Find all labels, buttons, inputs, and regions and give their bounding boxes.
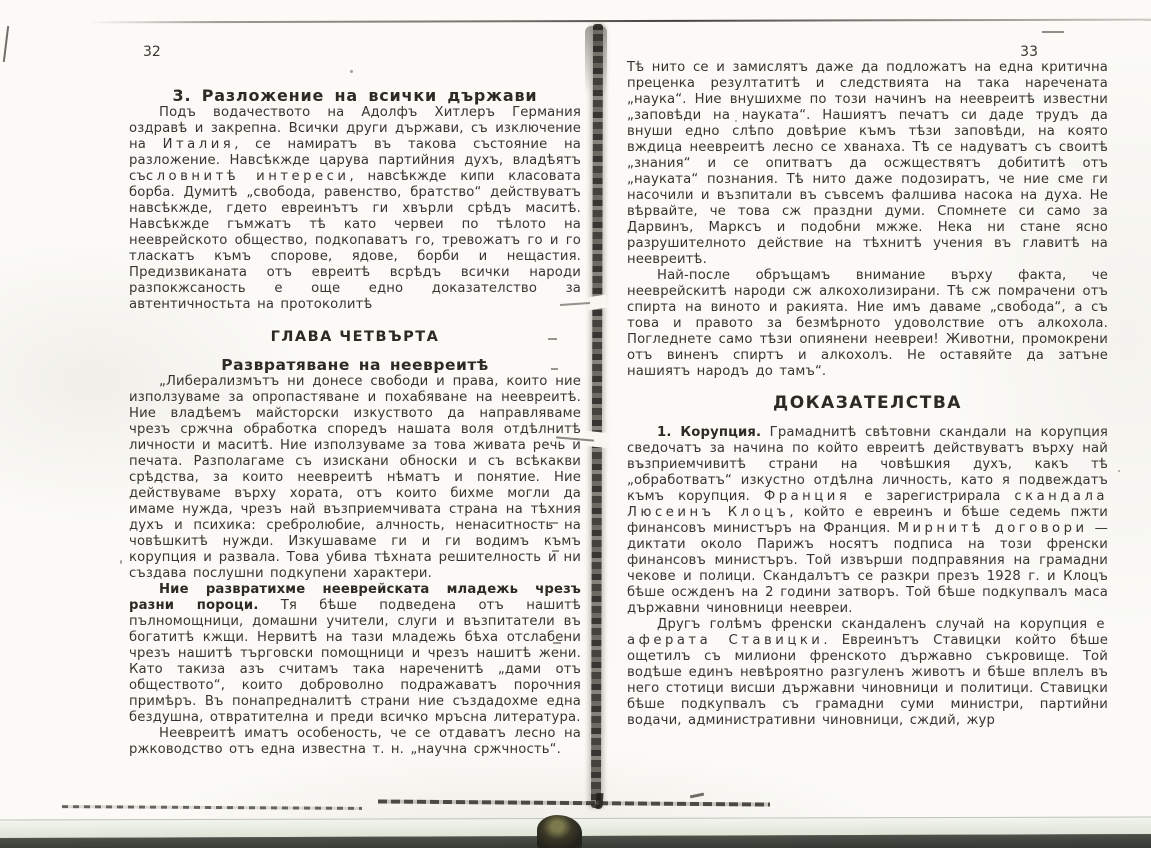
dust-speck [120, 560, 122, 564]
spine-tape-notch [537, 815, 582, 848]
text-segment-spaced: скандала Люсеинъ Клоцъ [627, 489, 1109, 520]
dust-speck [1118, 470, 1120, 472]
text-segment: Другъ голѣмъ френски скандаленъ случай на корупция [657, 617, 1097, 632]
text-segment-bold: Ние развратихме нееврейската младежь чрезъ разни пороци. [129, 582, 581, 613]
text-segment: , навсѣкжде кипи класовата борба. Думитѣ „свобода, равенство, братство“ действуватъ навсѣкжде, гдето евреинътъ ги хвърли срѣдъ маситѣ. Навсѣкжде гъмжатъ тѣ като червеи по тѣлото на нееврейското общество, подкопаватъ го, тревожатъ го и го тласкатъ къмъ спорове, ядове, борби и нещастия. Предизвиканата отъ евреитѣ всрѣдъ всички народи разпокжсаность е още едно доказателство за автентичностьта на протоколитѣ [129, 169, 581, 312]
paragraph: Тѣ нито се и замислятъ даже да подложатъ на една критична преценка резултатитѣ и следствията на така наречената „наука“. Ние внушихме по този начинъ на неевреитѣ известни „заповѣди на науката“. Нашиятъ печатъ си даде трудъ да внуши едно слѣпо довѣрие къмъ тѣзи заповѣди, на която вждица неевреитѣ лесно се хванаха. Тѣ се надуватъ съ своитѣ „знания“ и се опитватъ да осжществятъ добититѣ отъ „науката“ познания. Тѣ нито даже подозиратъ, че ние сме ги насочили и възпитали въ съвсемъ фалшива насока на духа. Не вѣрвайте, че това сж праздни думи. Спомнете си само за Дарвинъ, Марксъ и подобни мжже. Нека ни стане ясно разрушителното действие на тѣхнитѣ учения въ главитѣ на неевреитѣ. [627, 60, 1108, 267]
chapter-heading: ГЛАВА ЧЕТВЪРТА [270, 329, 440, 345]
page-bottom-edge-right [378, 799, 770, 806]
paragraph [627, 617, 1108, 729]
text-segment: Тя бѣше подведена отъ нашитѣ пълномощници, домашни учители, слуги и възпитатели въ богатитѣ кжщи. Нервитѣ на тази младежь бѣха отслабени чрезъ нашитѣ търговски помощници и чрезъ нашитѣ жени. Като такиза азъ считамъ така нареченитѣ „дами отъ обществото“, които доброволно подражаватъ порочния примѣръ. Въ понапредналитѣ страни ние създадохме една бездушна, отвратителна и преди всичко мръсна литература. [129, 598, 581, 725]
text-segment-spaced: Франция [763, 489, 851, 504]
text-segment: е зарегистрирала [850, 489, 1015, 504]
section-heading: 3. Разложение на всички държави [172, 86, 538, 105]
left-edge-mark [3, 26, 9, 62]
paragraph: Най-после обръщамъ внимание върху факта, че нееврейскитѣ народи сж алкохолизирани. Тѣ сж помрачени отъ спирта на виното и ракията. Ние имъ даваме „свобода“, а съ това и правото за безмѣрното удоволствие отъ алкохола. Погледнете само тѣзи опиянени неевреи! Животни, промокрени отъ виненъ спиртъ и алкохолъ. Не оставяйте да затъне нашиятъ народъ до тамъ“. [627, 268, 1108, 379]
page-number-left: 32 [143, 44, 161, 60]
bottom-edge-dash [690, 793, 704, 799]
top-cover-edge-line [88, 19, 1151, 24]
paragraph: „Либерализмътъ ни донесе свободи и права, които ние използуваме за опропастяване и похабяване на неевреитѣ. Ние владѣемъ майсторски изкуството да направляваме чрезъ сржчна обработка споредъ нашата воля отдѣлнитѣ личности и маситѣ. Ние използуваме за това живата речь и печата. Разполагаме съ изискани обноски и съ всѣкакви срѣдства, за които неевреитѣ нѣматъ и понятие. Ние действуваме върху хората, отъ които бихме могли да имаме нужда, чрезъ най възприемчивата страна на тѣхния духъ и психика: сребролюбие, алчность, ненаситность на човѣшкитѣ нужди. Изкушаваме ги и ги водимъ къмъ корупция и развала. Това убива тѣхната решителность и ни създава послушни подкупени характери. [129, 374, 581, 581]
text-segment-spaced: Италия [162, 137, 235, 152]
text-segment-spaced: е аферата Ставицки [627, 617, 1108, 648]
page-number-right: 33 [1020, 44, 1038, 60]
text-segment-spaced: словнитѣ интереси [145, 169, 350, 184]
paragraph [129, 105, 581, 313]
text-segment: Подъ водачеството на Адолфъ Хитлеръ Германия оздравѣ и закрепна. Всички други държави, съ изключение на [129, 105, 581, 152]
chapter-subheading: Развратяване на неевреитѣ [221, 356, 489, 374]
page-left [129, 44, 581, 758]
paragraph: Неевреитѣ иматъ особеность, че се отдаватъ лесно на ржководство отъ една известна т. н. „научна сржчность“. [129, 726, 581, 757]
text-segment: Грамаднитѣ свѣтовни скандали на корупция сведочатъ за начина по който евреитѣ действуватъ върху най възприемчивитѣ страни на човѣшкия духъ, какъ тѣ „обработватъ“ изкустно отдѣлна личность, като я подвеждатъ къмъ корупция. [627, 425, 1109, 504]
proofs-heading: ДОКАЗАТЕЛСТВА [773, 393, 962, 413]
paragraph [129, 582, 581, 726]
text-segment: , който е евреинъ и бѣше седемь пжти финансовъ министъръ на Франция. [627, 505, 1108, 536]
text-segment: , се намиратъ въ такова състояние на разложение. Навсѣкжде царува партийния духъ, владѣятъ съ [129, 137, 581, 184]
paragraph [627, 425, 1108, 617]
text-segment: — диктати около Парижъ носятъ подписа на този френски финансовъ министъръ. Той извърши подправяния на грамадни чекове и полици. Скандалътъ се разкри презъ 1928 г. и Клоцъ бѣше осжденъ на 2 години затворъ. Той бѣше подкупвалъ маса държавни чиновници неевреи. [627, 521, 1108, 616]
gutter-shadow [591, 24, 603, 808]
text-segment-bold: 1. Корупция. [657, 425, 762, 440]
page-bottom-edge-left [62, 805, 362, 810]
text-segment: . Евреинътъ Ставицки който бѣше ощетилъ съ милиони френското държавно съкровище. Той водѣше единъ невѣроятно разгуленъ животъ и бѣше вплелъ въ него стотици висши държавни чиновници и политици. Ставицки бѣше подкупвалъ съ грамадни суми министри, партийни водачи, административни чиновници, сждий, жур [627, 633, 1109, 728]
top-edge-dash [1042, 31, 1064, 33]
page-right [627, 44, 1108, 729]
text-segment-spaced: Мирнитѣ договори [897, 521, 1088, 536]
